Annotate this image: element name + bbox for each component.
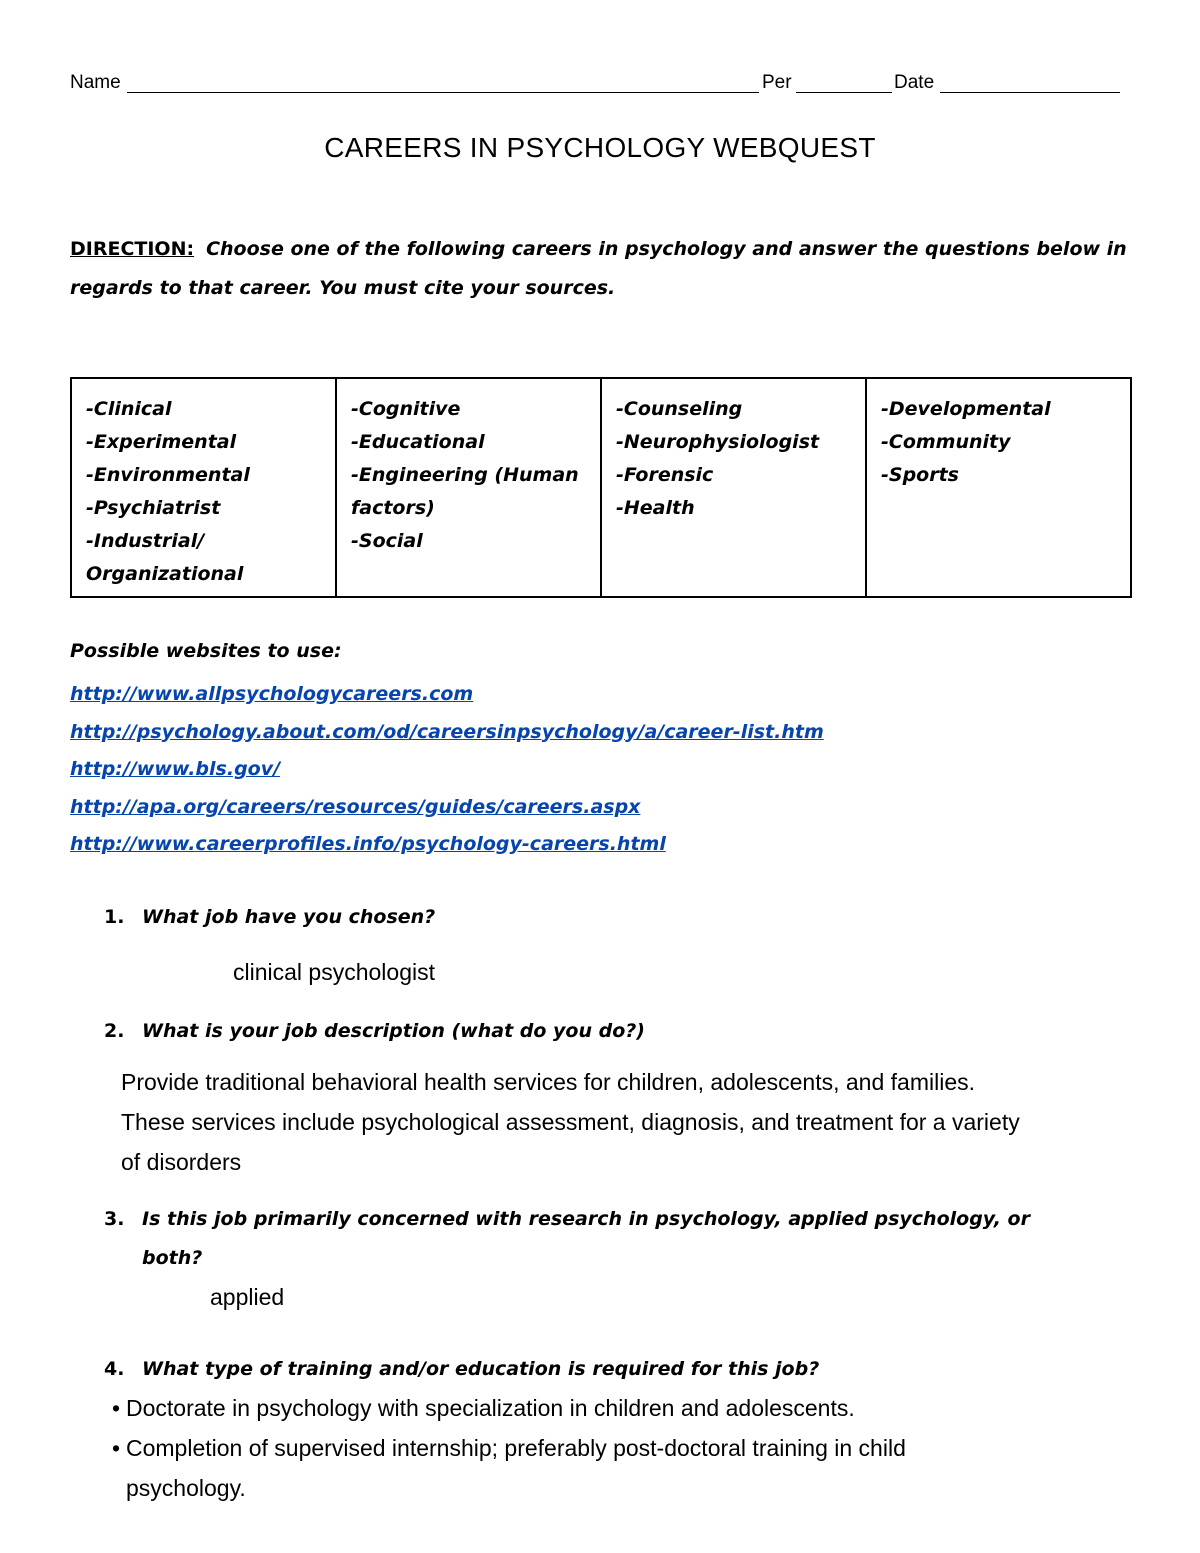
question-number: 2. [104,1020,125,1042]
answer-1: clinical psychologist [233,959,435,985]
websites-list [70,676,824,864]
question-text: What type of training and/or education is required for this job? [142,1358,820,1380]
question-text: What is your job description (what do you do?) [142,1020,645,1042]
career-item: -Engineering (Human factors) [351,464,579,519]
career-item: -Counseling [616,398,743,420]
question-number: 1. [104,906,125,928]
question-number: 3. [104,1208,125,1230]
career-item: -Experimental [86,431,237,453]
careers-column-3 [601,378,866,597]
answer-3: applied [210,1284,285,1310]
question-4 [104,1350,1134,1389]
question-1 [104,898,1134,937]
career-item: -Clinical [86,398,172,420]
answer-4-bullet-1 [112,1388,1152,1428]
career-item: -Industrial/ Organizational [86,530,244,585]
career-item: -Developmental [881,398,1051,420]
careers-column-2 [336,378,601,597]
career-item: -Educational [351,431,485,453]
bullet-text-continued: psychology. [126,1475,246,1501]
careers-column-4 [866,378,1131,597]
per-label: Per [762,72,792,93]
career-item: -Sports [881,464,959,486]
website-link[interactable]: http://www.bls.gov/ [70,758,281,780]
career-item: -Cognitive [351,398,461,420]
website-link[interactable]: http://apa.org/careers/resources/guides/careers.aspx [70,795,641,818]
question-number: 4. [104,1358,125,1380]
question-text: What job have you chosen? [142,906,436,928]
question-2 [104,1012,1134,1051]
answer-line: of disorders [121,1149,242,1175]
page-title: CAREERS IN PSYCHOLOGY WEBQUEST [324,132,876,163]
answer-line: Provide traditional behavioral health services for children, adolescents, and families. [121,1069,976,1095]
career-item: -Neurophysiologist [616,431,820,453]
direction-text: Choose one of the following careers in psychology and answer the questions below in regards to that career. You must cite your sources. [70,238,1127,299]
direction-label: DIRECTION: [70,238,195,260]
career-item: -Community [881,431,1011,453]
career-item: -Health [616,497,695,519]
name-label: Name [70,72,121,93]
career-item: -Psychiatrist [86,497,221,519]
date-blank[interactable] [940,92,1120,93]
bullet-text: Doctorate in psychology with specialization in children and adolescents. [126,1395,855,1421]
website-link[interactable]: http://www.careerprofiles.info/psychology-careers.html [70,833,666,855]
careers-column-1 [71,378,336,597]
answer-line: These services include psychological assessment, diagnosis, and treatment for a variety [121,1109,1020,1135]
careers-table [70,377,1132,598]
bullet-marker: • [112,1395,121,1421]
answer-4-bullet-2 [112,1428,1152,1508]
question-text-line1: Is this job primarily concerned with research in psychology, applied psychology, or [142,1208,1030,1230]
websites-heading: Possible websites to use: [70,640,342,662]
career-item: -Forensic [616,464,714,486]
website-link[interactable]: http://psychology.about.com/od/careersinpsychology/a/career-list.htm [70,720,824,743]
website-link[interactable]: http://www.allpsychologycareers.com [70,683,474,705]
bullet-text: Completion of supervised internship; preferably post-doctoral training in child [126,1435,906,1461]
question-3 [104,1200,1134,1278]
student-info-line [70,72,1120,98]
career-item: -Social [351,530,423,552]
answer-2 [121,1062,1020,1182]
name-blank[interactable] [127,92,759,93]
direction-paragraph [70,230,1130,308]
date-label: Date [894,72,935,93]
per-blank[interactable] [796,92,892,93]
career-item: -Environmental [86,464,250,486]
bullet-marker: • [112,1435,121,1461]
question-text-line2: both? [142,1247,203,1269]
